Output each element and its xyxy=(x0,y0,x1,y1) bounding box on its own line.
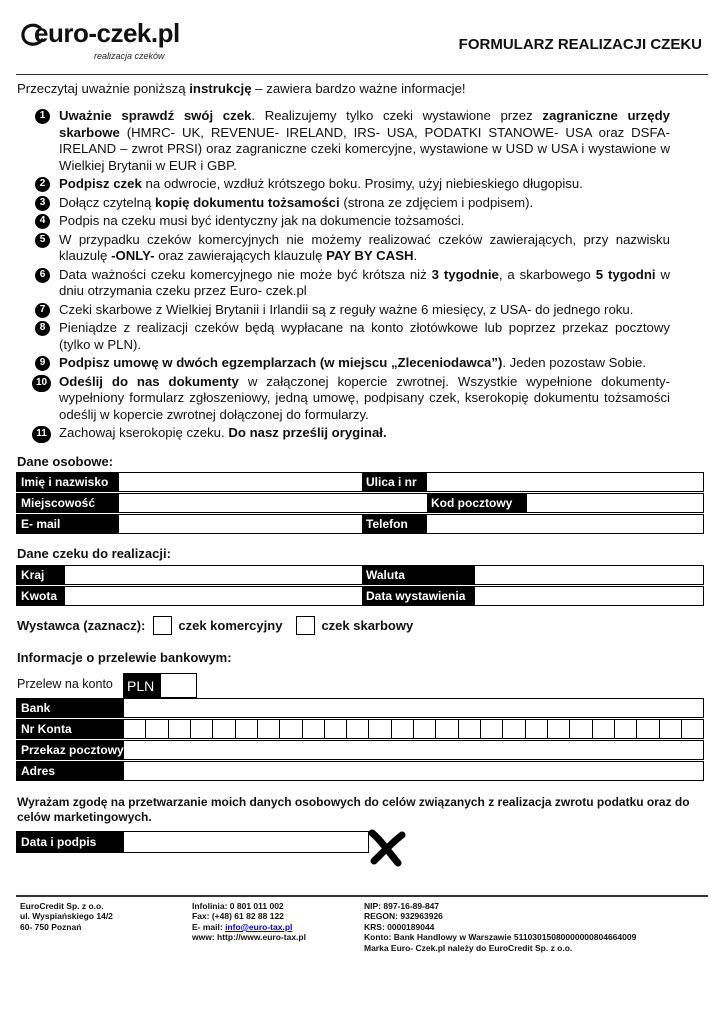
instruction-text: oraz zawierających klauzulę xyxy=(154,248,327,263)
row-account xyxy=(16,719,704,739)
footer-street: ul. Wyspiańskiego 14/2 xyxy=(20,911,113,922)
account-digit-cell[interactable] xyxy=(637,720,659,738)
intro-before: Przeczytaj uważnie poniższą xyxy=(17,81,190,96)
footer-contact xyxy=(192,901,306,943)
instruction-text: Czeki skarbowe z Wielkiej Brytanii i Irlandii są z reguły ważne 6 miesięcy, z USA- do jednego roku. xyxy=(59,301,634,317)
footer-krs: KRS: 0000189044 xyxy=(364,921,435,932)
logo-text: euro-czek.pl xyxy=(34,18,180,48)
checkbox-tax[interactable] xyxy=(296,616,315,635)
account-digit-cell[interactable] xyxy=(146,720,168,738)
footer-email-line xyxy=(192,922,306,932)
instruction-text: , a skarbowego xyxy=(498,266,596,282)
instruction-item xyxy=(35,302,670,319)
label-amount: Kwota xyxy=(17,587,65,605)
intro-bold: instrukcję xyxy=(189,81,252,96)
input-postal[interactable] xyxy=(124,741,703,759)
step-number-icon: 8 xyxy=(35,321,50,336)
account-digit-cell[interactable] xyxy=(526,720,548,738)
currency-box[interactable] xyxy=(160,673,197,698)
instruction-item xyxy=(35,232,670,265)
row-email-phone xyxy=(16,514,704,534)
input-address[interactable] xyxy=(124,762,703,780)
instruction-text: Podpisz umowę w dwóch egzemplarzach (w miejscu „Zleceniodawca”) xyxy=(59,355,503,370)
footer-registry xyxy=(364,901,636,953)
label-email: E- mail xyxy=(17,515,119,533)
step-number-icon: 5 xyxy=(35,233,50,248)
footer-email-link[interactable]: info@euro-tax.pl xyxy=(225,921,293,932)
consent-text: Wyrażam zgodę na przetwarzanie moich danych osobowych do celów związanych z realizacja zwrotu podatku oraz do celów marketingowych. xyxy=(17,795,690,824)
instruction-text: -ONLY- xyxy=(111,248,155,263)
row-bank xyxy=(16,698,704,718)
instruction-text: . xyxy=(413,248,418,263)
page-title: FORMULARZ REALIZACJI CZEKU xyxy=(458,36,702,53)
input-currency[interactable] xyxy=(475,566,703,584)
sign-here-cross-icon xyxy=(368,829,408,867)
account-digit-cell[interactable] xyxy=(213,720,235,738)
row-amount-date xyxy=(16,586,704,606)
input-name[interactable] xyxy=(119,473,362,491)
header-divider xyxy=(16,74,708,75)
section-title-cheque: Dane czeku do realizacji: xyxy=(17,546,171,561)
instruction-item xyxy=(35,355,670,372)
input-country[interactable] xyxy=(65,566,362,584)
instruction-text: 5 tygodni xyxy=(595,266,656,282)
instruction-text: PAY BY CASH xyxy=(326,248,414,263)
account-digit-cell[interactable] xyxy=(682,720,703,738)
input-bank[interactable] xyxy=(124,699,703,717)
row-signature xyxy=(16,831,369,853)
account-digit-cell[interactable] xyxy=(124,720,146,738)
instruction-text: zagraniczne urzędy skarbowe xyxy=(59,108,671,140)
input-signature[interactable] xyxy=(124,832,368,852)
label-currency: Waluta xyxy=(362,566,475,584)
input-phone[interactable] xyxy=(427,515,703,533)
input-street[interactable] xyxy=(427,473,703,491)
logo-tagline: realizacja czeków xyxy=(94,51,165,61)
step-number-icon: 4 xyxy=(35,214,50,229)
account-digit-cell[interactable] xyxy=(191,720,213,738)
account-digit-cell[interactable] xyxy=(481,720,503,738)
step-number-icon: 6 xyxy=(35,268,50,283)
step-number-icon: 7 xyxy=(35,303,50,318)
label-bank: Bank xyxy=(17,699,124,717)
account-digit-cell[interactable] xyxy=(548,720,570,738)
instruction-text: Zachowaj kserokopię czeku. xyxy=(59,425,229,440)
transfer-label: Przelew na konto xyxy=(17,677,113,691)
step-number-icon: 1 xyxy=(35,109,50,124)
section-title-personal: Dane osobowe: xyxy=(17,454,114,469)
account-digit-cell[interactable] xyxy=(258,720,280,738)
account-digit-cell[interactable] xyxy=(414,720,436,738)
step-number-icon: 9 xyxy=(35,356,50,371)
instruction-item xyxy=(35,108,670,174)
currency-pln: PLN xyxy=(123,673,160,698)
instruction-text: Podpisz czek xyxy=(59,176,142,191)
instruction-text: W przypadku czeków komercyjnych nie możemy realizować czeków zawierających, przy nazwisku klauzulę xyxy=(59,231,670,263)
issuer-row xyxy=(17,616,413,635)
label-commercial: czek komercyjny xyxy=(178,618,283,633)
intro-after: – zawiera bardzo ważne informacje! xyxy=(251,81,466,96)
instruction-text: Odeślij do nas dokumenty xyxy=(59,373,239,389)
instruction-text: (HMRC- UK, REVENUE- IRELAND, IRS- USA, PODATKI STANOWE- USA oraz DSFA- IRELAND – zwrot PRSI) oraz zagraniczne czeki komercyjne, wystawione w USD w USA i wystawione w Wielkiej Brytanii w EUR i GBP. xyxy=(59,124,670,173)
instruction-text: kopię dokumentu tożsamości xyxy=(155,194,340,210)
issuer-label: Wystawca (zaznacz): xyxy=(17,618,146,633)
account-digit-cell[interactable] xyxy=(303,720,325,738)
account-digit-cell[interactable] xyxy=(570,720,592,738)
instruction-text: Data ważności czeku komercyjnego nie może być krótsza niż xyxy=(59,266,432,282)
input-amount[interactable] xyxy=(65,587,362,605)
account-digit-cell[interactable] xyxy=(593,720,615,738)
account-digit-cell[interactable] xyxy=(436,720,458,738)
footer-company xyxy=(20,901,113,932)
account-digit-cell[interactable] xyxy=(369,720,391,738)
account-digit-cell[interactable] xyxy=(615,720,637,738)
row-city-postcode xyxy=(16,493,704,513)
label-address: Adres xyxy=(17,762,124,780)
instruction-text: Uważnie sprawdź swój czek xyxy=(59,108,252,123)
label-city: Miejscowość xyxy=(17,494,119,512)
row-name-street xyxy=(16,472,704,492)
account-digit-cell[interactable] xyxy=(660,720,682,738)
footer-nip: NIP: 897-16-89-847 xyxy=(364,901,440,911)
row-country-currency xyxy=(16,565,704,585)
row-address xyxy=(16,761,704,781)
step-number-icon: 2 xyxy=(35,177,50,192)
account-digit-cell[interactable] xyxy=(169,720,191,738)
label-street: Ulica i nr xyxy=(362,473,427,491)
instruction-text: w załączonej kopercie zwrotnej. Wszystkie wypełnione dokumenty- wypełniony formularz zgłoszeniowy, jedną umowę, podpisany czek, kserokopię dokumentu tożsamości odeślij w kopercie zwrotnej dołączonej do formularzy. xyxy=(59,373,670,422)
account-digit-cell[interactable] xyxy=(392,720,414,738)
footer-regon: REGON: 932963926 xyxy=(364,911,443,922)
footer-infolinia: Infolinia: 0 801 011 002 xyxy=(192,901,284,911)
row-postal xyxy=(16,740,704,760)
label-postcode: Kod pocztowy xyxy=(427,494,527,512)
instruction-item xyxy=(35,425,670,442)
footer-fax: Fax: (+48) 61 82 88 122 xyxy=(192,911,284,922)
input-email[interactable] xyxy=(119,515,362,533)
instruction-text: (strona ze zdjęciem i podpisem). xyxy=(339,194,534,210)
instruction-text: Dołącz czytelną xyxy=(59,194,156,210)
instruction-item xyxy=(35,176,670,193)
label-postal: Przekaz pocztowy xyxy=(17,741,124,759)
label-tax: czek skarbowy xyxy=(321,618,414,633)
instruction-item xyxy=(35,320,670,353)
input-issue-date[interactable] xyxy=(475,587,703,605)
step-number-icon: 11 xyxy=(32,426,51,443)
label-country: Kraj xyxy=(17,566,65,584)
label-account: Nr Konta xyxy=(17,720,124,738)
instruction-item xyxy=(35,267,670,300)
instruction-text: w dniu otrzymania czeku przez Euro- czek.pl xyxy=(59,266,671,298)
account-digit-cell[interactable] xyxy=(459,720,481,738)
footer-account: Konto: Bank Handlowy w Warszawie 51103015080000000804664009 xyxy=(364,932,637,943)
step-number-icon: 10 xyxy=(32,375,51,392)
instruction-item xyxy=(35,374,670,424)
step-number-icon: 3 xyxy=(35,196,50,211)
instruction-text: Pieniądze z realizacji czeków będą wypłacane na konto złotówkowe lub poprzez przekaz pocztowy (tylko w PLN). xyxy=(59,320,670,352)
section-title-bank: Informacje o przelewie bankowym: xyxy=(17,650,232,665)
account-digit-cell[interactable] xyxy=(280,720,302,738)
instruction-text: Podpis na czeku musi być identyczny jak na dokumencie tożsamości. xyxy=(59,213,465,228)
account-digit-cell[interactable] xyxy=(503,720,525,738)
instruction-list xyxy=(35,108,670,444)
footer-email-label: E- mail: xyxy=(192,921,226,932)
label-phone: Telefon xyxy=(362,515,427,533)
label-signature: Data i podpis xyxy=(17,832,124,852)
company-logo xyxy=(20,18,185,68)
footer-divider xyxy=(16,895,708,897)
instruction-text: . Jeden pozostaw Sobie. xyxy=(502,355,647,370)
input-city[interactable] xyxy=(119,494,427,512)
instruction-text: na odwrocie, wzdłuż krótszego boku. Prosimy, użyj niebieskiego długopisu. xyxy=(141,176,583,191)
account-digit-cell[interactable] xyxy=(347,720,369,738)
intro-text xyxy=(17,81,707,96)
instruction-item xyxy=(35,213,670,230)
instruction-text: Do nasz prześlij oryginał. xyxy=(228,425,387,440)
account-digit-cell[interactable] xyxy=(325,720,347,738)
account-digit-cell[interactable] xyxy=(236,720,258,738)
label-name: Imię i nazwisko xyxy=(17,473,119,491)
input-postcode[interactable] xyxy=(527,494,703,512)
footer-city: 60- 750 Poznań xyxy=(20,921,82,932)
instruction-text: 3 tygodnie xyxy=(431,266,499,282)
footer-company-name: EuroCredit Sp. z o.o. xyxy=(20,901,104,911)
checkbox-commercial[interactable] xyxy=(153,616,172,635)
label-issue-date: Data wystawienia xyxy=(362,587,475,605)
footer-brand: Marka Euro- Czek.pl należy do EuroCredit Sp. z o.o. xyxy=(364,942,573,953)
account-number-cells xyxy=(124,720,703,738)
instruction-item xyxy=(35,195,670,212)
footer-www: www: http://www.euro-tax.pl xyxy=(192,932,306,943)
instruction-text: . Realizujemy tylko czeki wystawione przez xyxy=(251,108,543,123)
